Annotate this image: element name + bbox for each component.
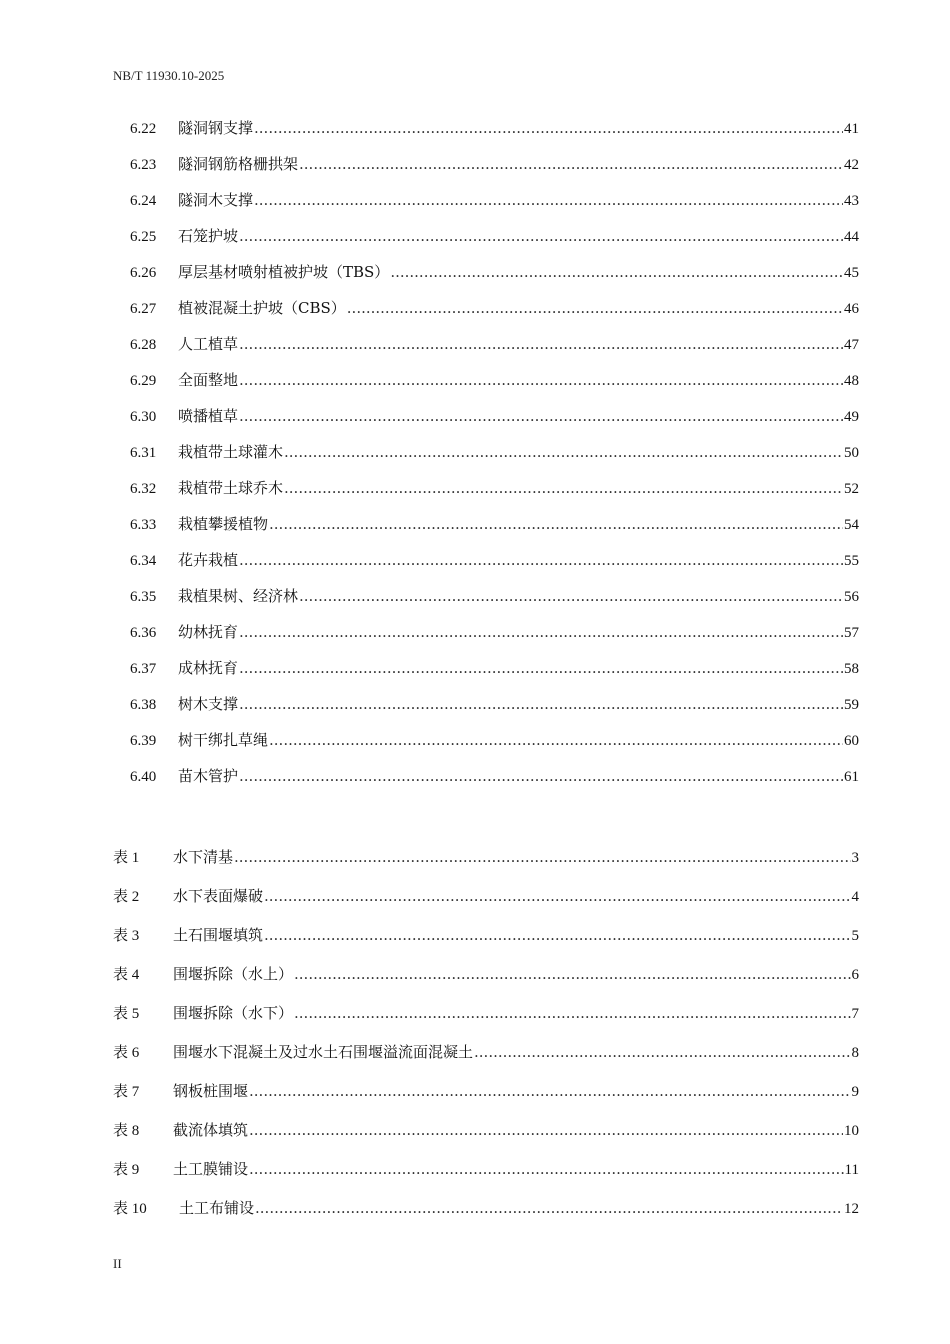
entry-page: 43 — [844, 193, 859, 209]
entry-number: 6.29 — [130, 373, 157, 389]
toc-entry-section[interactable] — [130, 118, 859, 139]
entry-page: 12 — [844, 1201, 859, 1217]
entry-title: 人工植草 — [178, 335, 239, 353]
dot-leader — [254, 190, 843, 210]
toc-entry-section[interactable] — [130, 766, 859, 787]
toc-entry-section[interactable] — [130, 154, 859, 175]
entry-title: 钢板桩围堰 — [173, 1082, 249, 1100]
toc-entry-section[interactable] — [130, 694, 859, 715]
entry-number: 6.32 — [130, 481, 157, 497]
dot-leader — [249, 1081, 850, 1101]
entry-number: 6.36 — [130, 625, 157, 641]
entry-title: 栽植带土球灌木 — [178, 443, 284, 461]
entry-page: 59 — [844, 697, 859, 713]
entry-title: 围堰拆除（水上） — [173, 965, 294, 983]
dot-leader — [347, 298, 843, 318]
entry-number: 6.31 — [130, 445, 157, 461]
toc-entry-table[interactable] — [113, 964, 859, 985]
entry-title: 水下表面爆破 — [173, 887, 264, 905]
entry-title: 隧洞木支撑 — [178, 191, 254, 209]
dot-leader — [294, 964, 850, 984]
entry-page: 44 — [844, 229, 859, 245]
entry-page: 41 — [844, 121, 859, 137]
dot-leader — [239, 334, 843, 354]
toc-entry-table[interactable] — [113, 925, 859, 946]
dot-leader — [249, 1120, 843, 1140]
entry-number: 6.23 — [130, 157, 157, 173]
entry-number: 表 7 — [113, 1084, 140, 1100]
entry-page: 11 — [844, 1162, 859, 1178]
entry-page: 52 — [844, 481, 859, 497]
dot-leader — [239, 370, 843, 390]
entry-title: 土工布铺设 — [179, 1199, 255, 1217]
toc-entry-section[interactable] — [130, 190, 859, 211]
entry-number: 6.33 — [130, 517, 157, 533]
entry-number: 6.38 — [130, 697, 157, 713]
dot-leader — [474, 1042, 850, 1062]
toc-entry-table[interactable] — [113, 1081, 859, 1102]
entry-title: 植被混凝土护坡（CBS） — [178, 299, 346, 317]
entry-title: 隧洞钢支撑 — [178, 119, 254, 137]
entry-title: 栽植带土球乔木 — [178, 479, 284, 497]
dot-leader — [269, 730, 843, 750]
toc-entry-section[interactable] — [130, 226, 859, 247]
document-code-header: NB/T 11930.10-2025 — [113, 68, 225, 83]
entry-number: 表 10 — [113, 1201, 147, 1217]
entry-number: 6.28 — [130, 337, 157, 353]
dot-leader — [264, 925, 850, 945]
entry-number: 6.27 — [130, 301, 157, 317]
entry-number: 表 3 — [113, 928, 140, 944]
entry-number: 表 6 — [113, 1045, 140, 1061]
entry-number: 6.25 — [130, 229, 157, 245]
entry-title: 全面整地 — [178, 371, 239, 389]
entry-title: 围堰拆除（水下） — [173, 1004, 294, 1022]
toc-entry-section[interactable] — [130, 586, 859, 607]
entry-page: 49 — [844, 409, 859, 425]
entry-page: 48 — [844, 373, 859, 389]
entry-page: 8 — [851, 1045, 859, 1061]
entry-number: 表 8 — [113, 1123, 140, 1139]
dot-leader — [239, 766, 843, 786]
entry-number: 6.40 — [130, 769, 157, 785]
toc-entry-table[interactable] — [113, 1198, 859, 1219]
entry-number: 6.37 — [130, 661, 157, 677]
entry-number: 表 2 — [113, 889, 140, 905]
entry-title: 土石围堰填筑 — [173, 926, 264, 944]
entry-page: 4 — [851, 889, 859, 905]
dot-leader — [239, 550, 843, 570]
dot-leader — [239, 406, 843, 426]
entry-title: 幼林抚育 — [178, 623, 239, 641]
entry-number: 6.22 — [130, 121, 157, 137]
dot-leader — [299, 586, 843, 606]
dot-leader — [294, 1003, 850, 1023]
entry-number: 6.39 — [130, 733, 157, 749]
entry-number: 6.34 — [130, 553, 157, 569]
toc-entry-section[interactable] — [130, 622, 859, 643]
entry-title: 隧洞钢筋格栅拱架 — [178, 155, 299, 173]
toc-entry-table[interactable] — [113, 847, 859, 868]
entry-number: 6.30 — [130, 409, 157, 425]
entry-page: 5 — [851, 928, 859, 944]
toc-entry-section[interactable] — [130, 298, 859, 319]
toc-entry-section[interactable] — [130, 550, 859, 571]
toc-entry-table[interactable] — [113, 1003, 859, 1024]
entry-page: 10 — [844, 1123, 859, 1139]
entry-page: 58 — [844, 661, 859, 677]
entry-page: 56 — [844, 589, 859, 605]
dot-leader — [239, 622, 843, 642]
dot-leader — [239, 694, 843, 714]
toc-entry-section[interactable] — [130, 478, 859, 499]
entry-page: 3 — [851, 850, 859, 866]
toc-entry-section[interactable] — [130, 730, 859, 751]
entry-page: 6 — [851, 967, 859, 983]
entry-number: 表 5 — [113, 1006, 140, 1022]
dot-leader — [255, 1198, 843, 1218]
dot-leader — [390, 262, 843, 282]
entry-page: 54 — [844, 517, 859, 533]
dot-leader — [264, 886, 850, 906]
entry-page: 9 — [851, 1084, 859, 1100]
entry-title: 成林抚育 — [178, 659, 239, 677]
entry-page: 7 — [851, 1006, 859, 1022]
dot-leader — [249, 1159, 844, 1179]
toc-entry-section[interactable] — [130, 442, 859, 463]
entry-title: 围堰水下混凝土及过水土石围堰溢流面混凝土 — [173, 1043, 474, 1061]
entry-number: 表 1 — [113, 850, 140, 866]
entry-page: 55 — [844, 553, 859, 569]
entry-title: 石笼护坡 — [178, 227, 239, 245]
entry-page: 50 — [844, 445, 859, 461]
entry-page: 60 — [844, 733, 859, 749]
entry-number: 表 4 — [113, 967, 140, 983]
dot-leader — [234, 847, 850, 867]
entry-title: 栽植攀援植物 — [178, 515, 269, 533]
entry-title: 截流体填筑 — [173, 1121, 249, 1139]
toc-entry-table[interactable] — [113, 886, 859, 907]
dot-leader — [239, 226, 843, 246]
toc-entry-section[interactable] — [130, 370, 859, 391]
toc-entry-table[interactable] — [113, 1042, 859, 1063]
toc-entry-section[interactable] — [130, 514, 859, 535]
entry-number: 6.24 — [130, 193, 157, 209]
entry-title: 土工膜铺设 — [173, 1160, 249, 1178]
entry-number: 6.26 — [130, 265, 157, 281]
toc-entry-table[interactable] — [113, 1120, 859, 1141]
entry-title: 厚层基材喷射植被护坡（TBS） — [178, 263, 390, 281]
entry-title: 栽植果树、经济林 — [178, 587, 299, 605]
entry-title: 喷播植草 — [178, 407, 239, 425]
dot-leader — [269, 514, 843, 534]
entry-number: 6.35 — [130, 589, 157, 605]
toc-entry-table[interactable] — [113, 1159, 859, 1180]
toc-entry-section[interactable] — [130, 406, 859, 427]
entry-title: 花卉栽植 — [178, 551, 239, 569]
entry-page: 47 — [844, 337, 859, 353]
toc-entry-section[interactable] — [130, 262, 859, 283]
entry-page: 57 — [844, 625, 859, 641]
entry-page: 42 — [844, 157, 859, 173]
entry-title: 树干绑扎草绳 — [178, 731, 269, 749]
entry-page: 61 — [844, 769, 859, 785]
entry-title: 水下清基 — [173, 848, 234, 866]
entry-page: 45 — [844, 265, 859, 281]
entry-title: 苗木管护 — [178, 767, 239, 785]
page-number-footer: II — [113, 1256, 122, 1271]
entry-number: 表 9 — [113, 1162, 140, 1178]
dot-leader — [254, 118, 843, 138]
dot-leader — [239, 658, 843, 678]
dot-leader — [284, 478, 843, 498]
toc-entry-section[interactable] — [130, 334, 859, 355]
dot-leader — [299, 154, 843, 174]
dot-leader — [284, 442, 843, 462]
entry-page: 46 — [844, 301, 859, 317]
toc-entry-section[interactable] — [130, 658, 859, 679]
entry-title: 树木支撑 — [178, 695, 239, 713]
